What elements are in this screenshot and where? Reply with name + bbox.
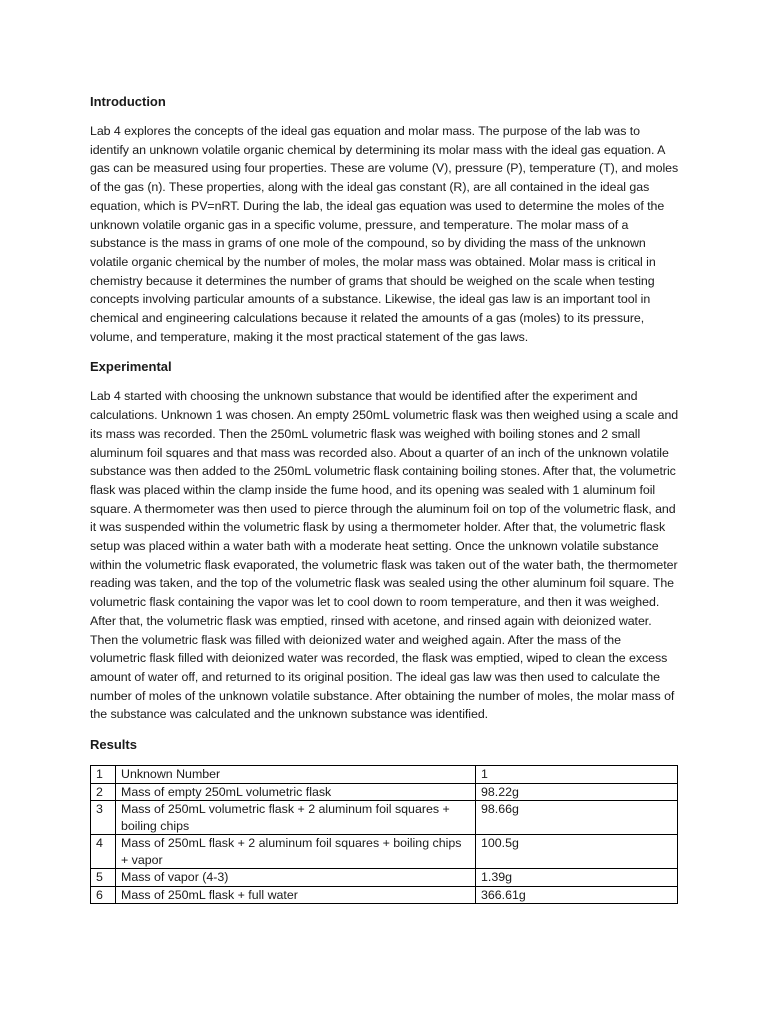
row-label: Mass of vapor (4-3) [116, 869, 476, 887]
results-table [90, 765, 678, 904]
table-row [91, 886, 678, 904]
row-label: Mass of 250mL flask + 2 aluminum foil squares + boiling chips + vapor [116, 835, 476, 869]
row-value: 98.66g [476, 801, 678, 835]
document-page [90, 93, 680, 904]
row-value: 100.5g [476, 835, 678, 869]
introduction-paragraph: Lab 4 explores the concepts of the ideal gas equation and molar mass. The purpose of the lab was to identify an unknown volatile organic chemical by determining its molar mass with the ideal gas equation. A gas can be measured using four properties. These are volume (V), pressure (P), temperature (T), and moles of the gas (n). These properties, along with the ideal gas constant (R), are all contained in the ideal gas equation, which is PV=nRT. During the lab, the ideal gas equation was used to determine the moles of the unknown volatile organic gas in a specific volume, pressure, and temperature. The molar mass of a substance is the mass in grams of one mole of the compound, so by dividing the mass of the unknown volatile organic chemical by the number of moles, the molar mass was obtained. Molar mass is critical in chemistry because it determines the number of grams that should be weighed on the scale when testing concepts involving particular amounts of a substance. Likewise, the ideal gas law is an important tool in chemical and engineering calculations because it related the amounts of a gas (moles) to its pressure, volume, and temperature, making it the most practical statement of the gas laws. [90, 124, 679, 344]
row-label: Mass of 250mL flask + full water [116, 886, 476, 904]
table-row [91, 801, 678, 835]
experimental-paragraph: Lab 4 started with choosing the unknown substance that would be identified after the experiment and calculations. Unknown 1 was chosen. An empty 250mL volumetric flask was then weighed using a scale and its mass was recorded. Then the 250mL volumetric flask was weighed with boiling stones and 2 small aluminum foil squares and that mass was recorded also. About a quarter of an inch of the unknown volatile substance was then added to the 250mL volumetric flask containing boiling stones. After that, the volumetric flask was placed within the clamp inside the fume hood, and its opening was sealed with 1 aluminum foil square. A thermometer was then used to pierce through the aluminum foil on top of the volumetric flask, and it was suspended within the volumetric flask by using a thermometer holder. After that, the volumetric flask setup was placed within a water bath with a moderate heat setting. Once the unknown volatile substance within the volumetric flask evaporated, the volumetric flask was taken out of the water bath, the thermometer reading was taken, and the top of the volumetric flask was sealed using the other aluminum foil square. The volumetric flask containing the vapor was let to cool down to room temperature, and then it was weighed. After that, the volumetric flask was emptied, rinsed with acetone, and rinsed again with deionized water. Then the volumetric flask was filled with deionized water and weighed again. After the mass of the volumetric flask filled with deionized water was recorded, the flask was emptied, wiped to clean the excess amount of water off, and returned to its original position. The ideal gas law was then used to calculate the number of moles of the unknown volatile substance. After obtaining the number of moles, the molar mass of the substance was calculated and the unknown substance was identified. [90, 389, 679, 722]
row-number: 5 [91, 869, 116, 887]
table-row [91, 783, 678, 801]
row-number: 4 [91, 835, 116, 869]
table-row [91, 766, 678, 784]
row-value: 98.22g [476, 783, 678, 801]
row-value: 1 [476, 766, 678, 784]
row-number: 2 [91, 783, 116, 801]
row-label: Mass of empty 250mL volumetric flask [116, 783, 476, 801]
table-row [91, 869, 678, 887]
table-row [91, 835, 678, 869]
results-heading: Results [90, 737, 137, 753]
introduction-heading: Introduction [90, 94, 166, 109]
row-value: 366.61g [476, 886, 678, 904]
row-label: Unknown Number [116, 766, 476, 784]
row-label: Mass of 250mL volumetric flask + 2 aluminum foil squares + boiling chips [116, 801, 476, 835]
row-number: 1 [91, 766, 116, 784]
row-number: 3 [91, 801, 116, 835]
row-number: 6 [91, 886, 116, 904]
row-value: 1.39g [476, 869, 678, 887]
experimental-heading: Experimental [90, 359, 172, 375]
